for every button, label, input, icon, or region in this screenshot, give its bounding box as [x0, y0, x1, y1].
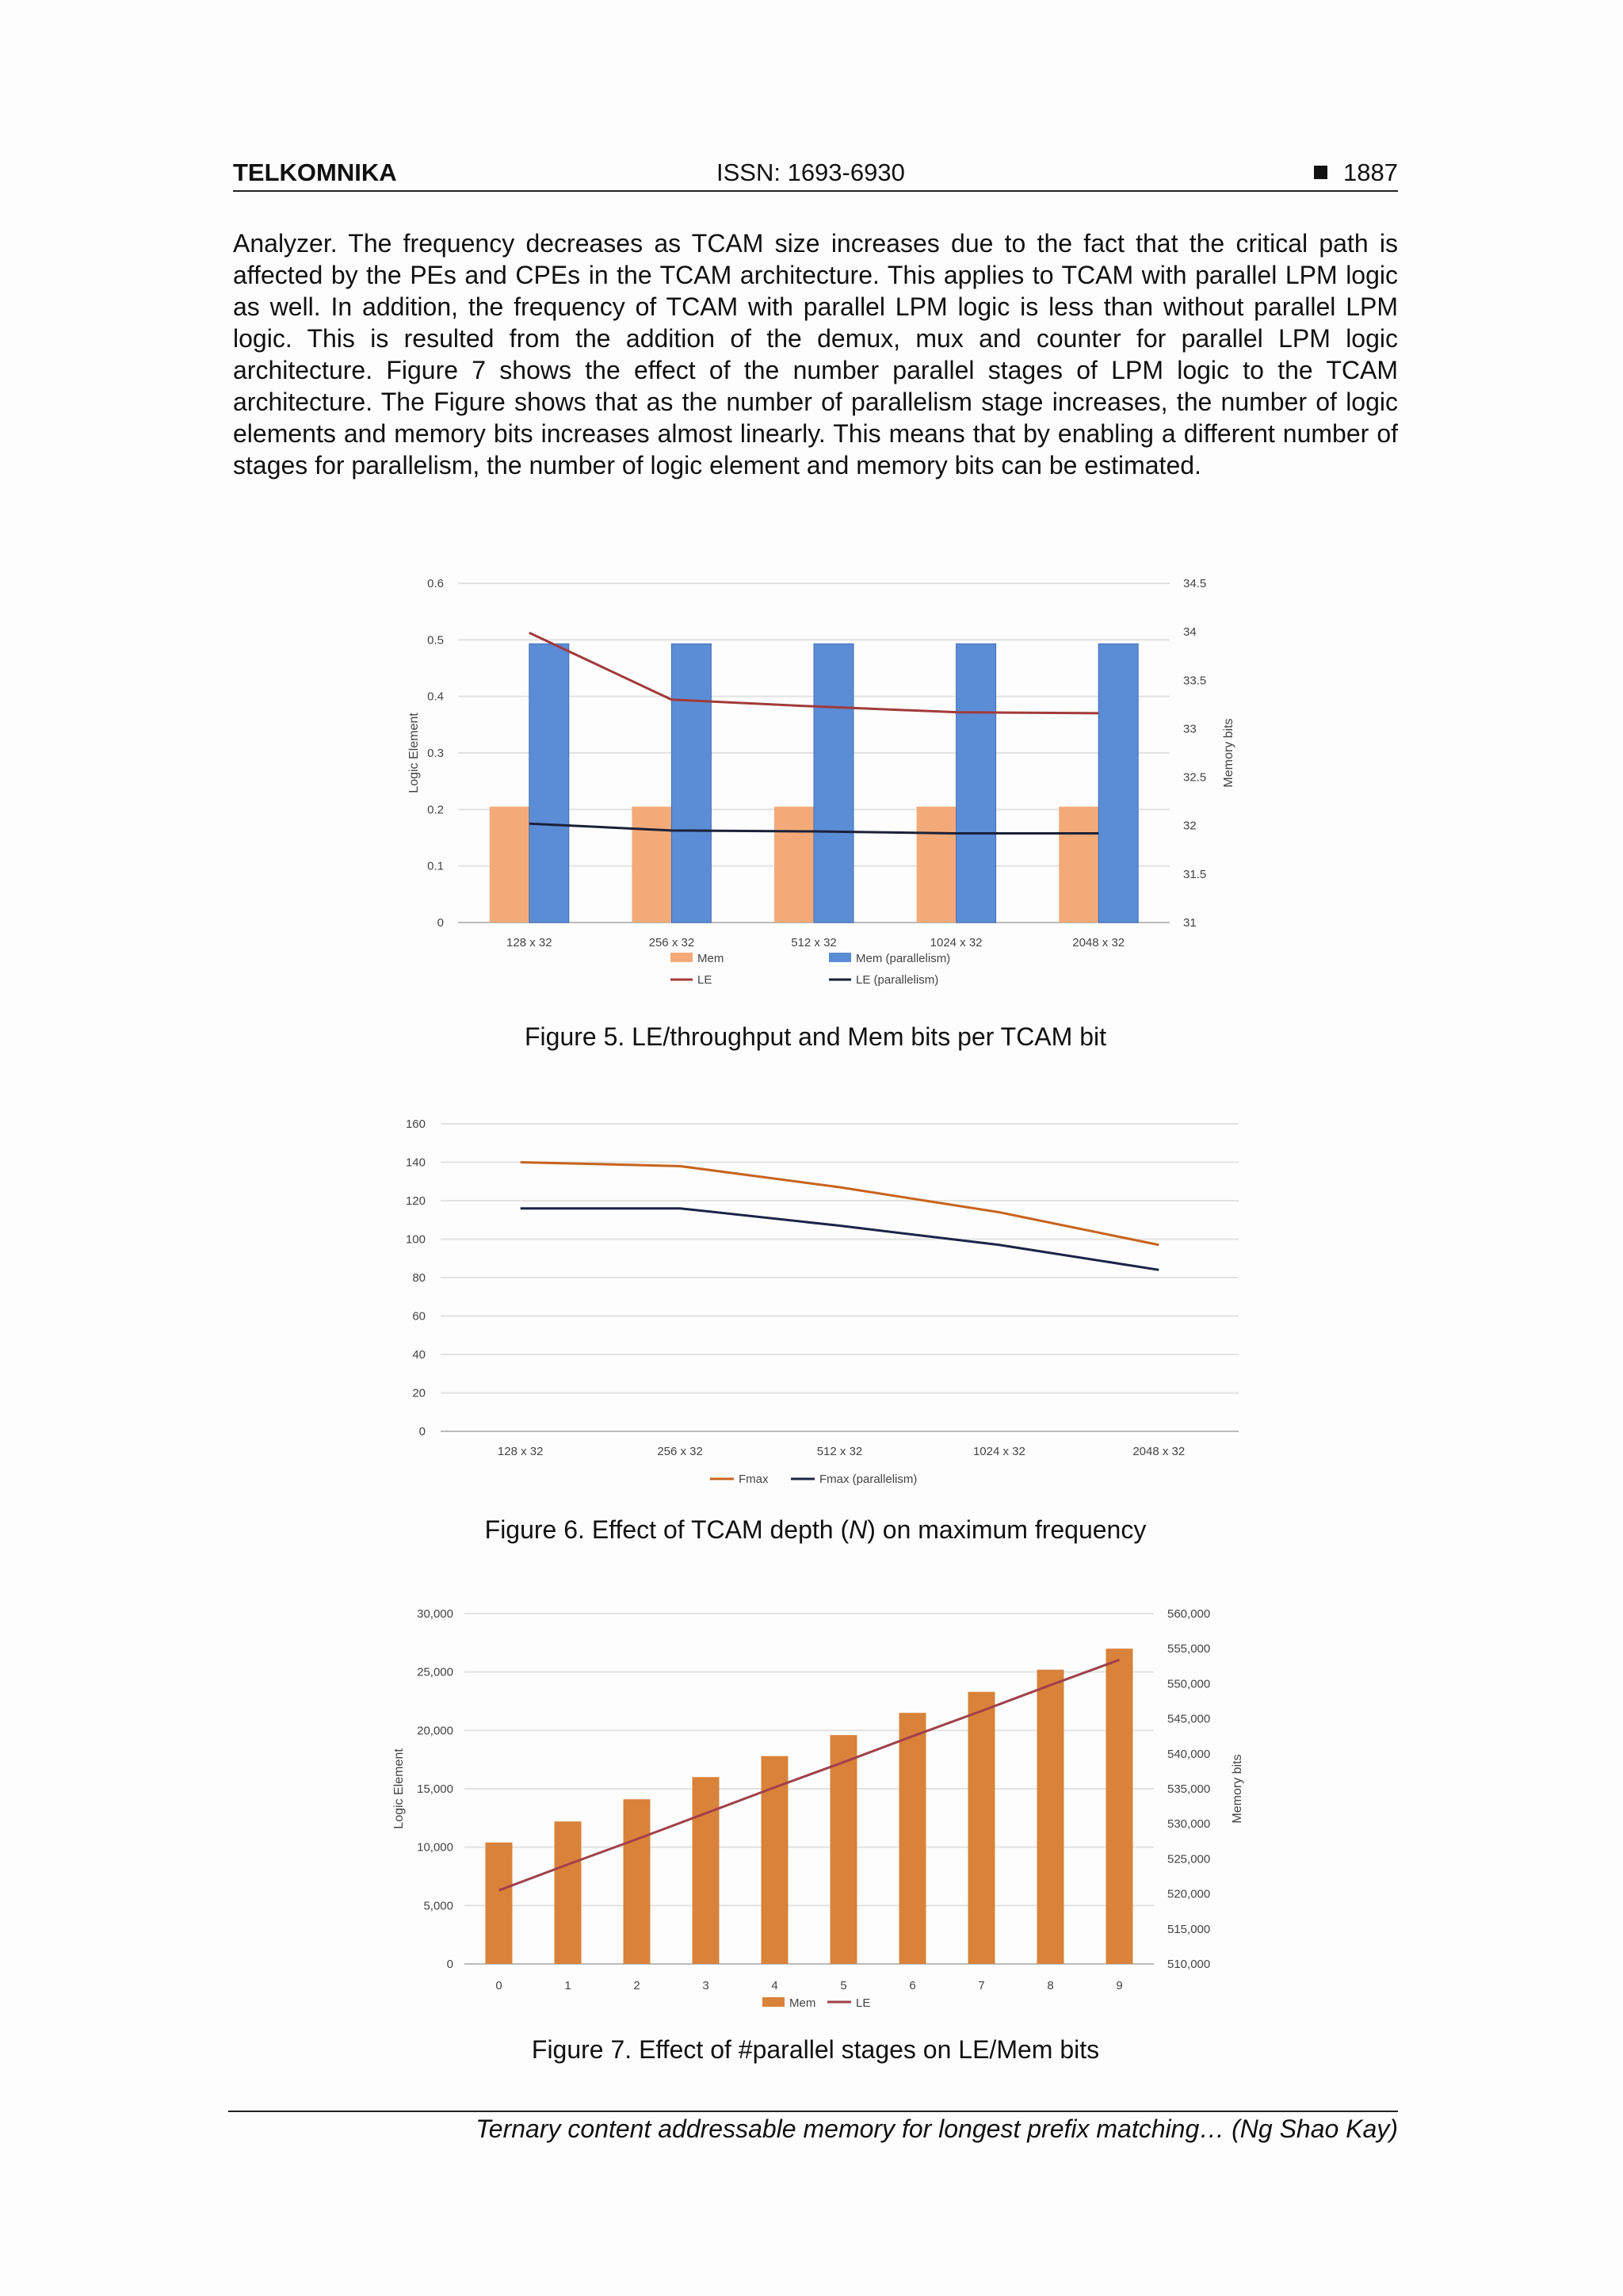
- running-footer: Ternary content addressable memory for longest prefix matching… (Ng Shao Kay): [475, 2115, 1398, 2143]
- bar-mem: [968, 1692, 995, 1964]
- x-tick-label: 9: [1116, 1979, 1123, 1992]
- x-tick-label: 512 x 32: [791, 936, 837, 949]
- y-tick-label: 20: [412, 1386, 426, 1400]
- legend-label-mem-parallelism: Mem (parallelism): [856, 952, 951, 965]
- x-tick-label: 1: [564, 1979, 571, 1992]
- y-axis-label: Logic Element: [392, 1748, 406, 1829]
- bar-mem: [1037, 1670, 1064, 1964]
- y-tick-label: 0: [437, 916, 444, 930]
- x-tick-label: 1024 x 32: [972, 1445, 1025, 1458]
- y-tick-label: 0: [418, 1425, 426, 1438]
- y-tick-label: 0.5: [427, 633, 444, 648]
- y-tick-label: 0: [446, 1958, 453, 1971]
- legend-swatch-mem: [670, 953, 693, 962]
- bar-mem: [486, 1843, 513, 1964]
- y-tick-label: 40: [412, 1348, 426, 1362]
- y-tick-label: 5,000: [423, 1899, 453, 1913]
- footer-rule: [228, 2111, 1398, 2112]
- x-tick-label: 5: [840, 1979, 847, 1992]
- y2-tick-label: 34.5: [1183, 577, 1207, 590]
- y2-tick-label: 32: [1183, 819, 1197, 833]
- line-le: [499, 1660, 1120, 1890]
- bar-mem-parallelism: [1098, 644, 1138, 923]
- y-tick-label: 80: [412, 1271, 426, 1285]
- x-tick-label: 256 x 32: [657, 1445, 703, 1458]
- x-tick-label: 2: [633, 1979, 640, 1992]
- legend-label-fmax: Fmax: [739, 1473, 769, 1486]
- y-tick-label: 0.3: [427, 747, 444, 760]
- figure-5-chart: [0, 555, 1623, 1007]
- bar-mem: [831, 1735, 857, 1964]
- x-tick-label: 128 x 32: [506, 936, 552, 949]
- figure-6: [0, 1102, 1623, 1498]
- y2-tick-label: 510,000: [1167, 1958, 1211, 1971]
- y2-tick-label: 525,000: [1167, 1852, 1211, 1866]
- x-tick-label: 0: [495, 1979, 502, 1992]
- figure-6-caption: [233, 1515, 1398, 1545]
- bar-mem: [774, 807, 814, 923]
- bar-mem: [490, 807, 529, 923]
- page-number: 1887: [1343, 159, 1398, 186]
- bar-mem: [899, 1713, 926, 1964]
- legend-swatch-mem: [762, 1997, 785, 2007]
- x-tick-label: 1024 x 32: [930, 936, 983, 949]
- x-tick-label: 2048 x 32: [1072, 936, 1125, 949]
- y-tick-label: 30,000: [417, 1607, 453, 1621]
- x-tick-label: 2048 x 32: [1132, 1445, 1186, 1458]
- figure-7: [0, 1585, 1623, 2029]
- page-header: [233, 155, 1398, 192]
- bar-mem: [624, 1799, 651, 1964]
- y2-tick-label: 535,000: [1167, 1782, 1211, 1796]
- y2-tick-label: 545,000: [1167, 1712, 1211, 1726]
- x-tick-label: 128 x 32: [497, 1445, 544, 1458]
- legend-label-fmax-parallelism: Fmax (parallelism): [819, 1473, 918, 1486]
- y-tick-label: 0.6: [427, 577, 444, 590]
- bar-mem-parallelism: [529, 644, 569, 923]
- bar-mem: [555, 1821, 582, 1964]
- figure-6-caption-symbol: N: [849, 1515, 868, 1544]
- x-tick-label: 4: [771, 1979, 778, 1992]
- y2-tick-label: 31.5: [1183, 867, 1207, 881]
- y-tick-label: 60: [412, 1309, 426, 1324]
- legend-label-le: LE: [697, 973, 712, 987]
- bar-mem: [917, 807, 957, 923]
- x-tick-label: 3: [702, 1979, 709, 1992]
- y2-tick-label: 34: [1183, 625, 1197, 640]
- y-tick-label: 0.1: [427, 859, 444, 873]
- line-fmax: [521, 1163, 1159, 1245]
- figure-6-caption-part2: ) on maximum frequency: [867, 1515, 1147, 1544]
- legend-swatch-mem-parallelism: [829, 953, 851, 962]
- page-number-block: [1314, 159, 1398, 187]
- issn: ISSN: 1693-6930: [716, 159, 905, 186]
- legend-label-le-parallelism: LE (parallelism): [856, 973, 939, 987]
- figure-6-chart: [0, 1102, 1623, 1498]
- y2-axis-label: Memory bits: [1231, 1754, 1244, 1824]
- bar-mem: [1106, 1648, 1133, 1964]
- bar-mem-parallelism: [671, 644, 711, 923]
- y2-tick-label: 515,000: [1167, 1922, 1211, 1936]
- figure-6-caption-part1: Figure 6. Effect of TCAM depth (: [484, 1515, 850, 1544]
- y-tick-label: 20,000: [417, 1724, 453, 1738]
- bar-mem: [632, 807, 671, 923]
- figure-5-caption: Figure 5. LE/throughput and Mem bits per TCAM bit: [525, 1022, 1106, 1051]
- figure-7-chart: [0, 1585, 1623, 2029]
- y2-axis-label: Memory bits: [1222, 718, 1235, 788]
- y2-tick-label: 33.5: [1183, 674, 1207, 688]
- x-tick-label: 256 x 32: [648, 936, 695, 949]
- y2-tick-label: 550,000: [1167, 1677, 1211, 1691]
- bar-mem-parallelism: [957, 644, 996, 923]
- y2-tick-label: 555,000: [1167, 1642, 1211, 1656]
- body-paragraph: Analyzer. The frequency decreases as TCAM size increases due to the fact that the critical path is affected by the PEs and CPEs in the TCAM architecture. This applies to TCAM with parallel LPM logic as well. In addition, the frequency of TCAM with parallel LPM logic is less than without parallel LPM logic. This is resulted from the addition of the demux, mux and counter for parallel LPM logic architecture. Figure 7 shows the effect of the number parallel stages of LPM logic to the TCAM architecture. The Figure shows that as the number of parallelism stage increases, the number of logic elements and memory bits increases almost linearly. This means that by enabling a different number of stages for parallelism, the number of logic element and memory bits can be estimated.: [233, 229, 1398, 479]
- legend-label-le: LE: [856, 1996, 871, 2010]
- x-tick-label: 8: [1047, 1979, 1054, 1992]
- y-tick-label: 140: [405, 1156, 426, 1170]
- journal-name: TELKOMNIKA: [233, 159, 397, 186]
- y2-tick-label: 560,000: [1167, 1607, 1211, 1621]
- y-axis-label: Logic Element: [407, 712, 421, 793]
- y2-tick-label: 540,000: [1167, 1747, 1211, 1761]
- legend-label-mem: Mem: [697, 952, 724, 965]
- y-tick-label: 160: [405, 1117, 426, 1131]
- x-tick-label: 7: [978, 1979, 985, 1992]
- y-tick-label: 15,000: [417, 1782, 453, 1796]
- x-tick-label: 512 x 32: [816, 1445, 863, 1458]
- x-tick-label: 6: [909, 1979, 916, 1992]
- y-tick-label: 0.2: [427, 803, 444, 817]
- y2-tick-label: 32.5: [1183, 770, 1207, 785]
- figure-5: [0, 555, 1623, 1007]
- bar-mem: [693, 1777, 720, 1964]
- y-tick-label: 10,000: [417, 1840, 453, 1855]
- y2-tick-label: 530,000: [1167, 1817, 1211, 1832]
- figure-7-caption: Figure 7. Effect of #parallel stages on LE/Mem bits: [531, 2035, 1100, 2064]
- y2-tick-label: 520,000: [1167, 1887, 1211, 1901]
- bar-mem: [1059, 807, 1098, 923]
- y-tick-label: 120: [405, 1194, 426, 1208]
- y2-tick-label: 31: [1183, 916, 1197, 930]
- y-tick-label: 25,000: [417, 1665, 453, 1679]
- y-tick-label: 100: [405, 1232, 426, 1247]
- square-bullet-icon: [1314, 166, 1327, 179]
- bar-mem-parallelism: [814, 644, 854, 923]
- y-tick-label: 0.4: [427, 690, 444, 704]
- y2-tick-label: 33: [1183, 722, 1197, 736]
- legend-label-mem: Mem: [789, 1996, 816, 2010]
